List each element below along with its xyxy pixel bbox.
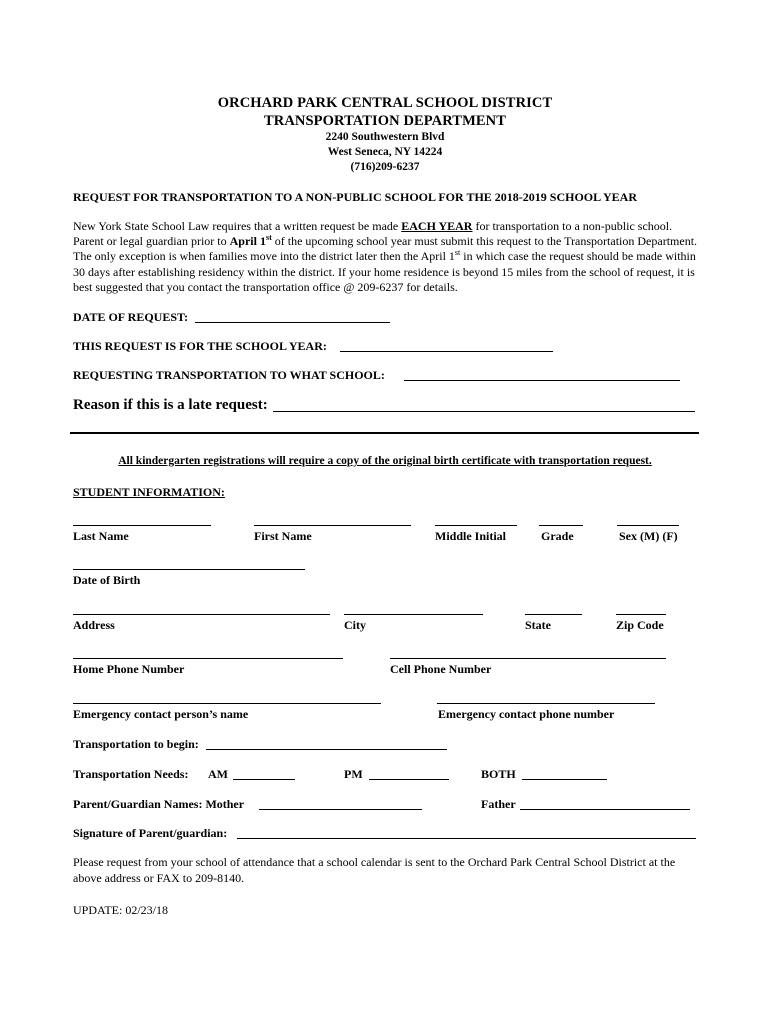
each-year-emphasis: EACH YEAR [401,219,473,233]
last-name-field[interactable] [73,525,211,526]
city-state-zip: West Seneca, NY 14224 [327,146,443,158]
father-field[interactable] [520,809,690,810]
am-label: AM [208,767,228,781]
both-field[interactable] [522,779,607,780]
intro-text-1: New York State School Law requires that a written request be made [73,219,402,233]
am-field[interactable] [233,779,295,780]
zip-field[interactable] [616,614,666,615]
cell-phone-label: Cell Phone Number [390,662,492,676]
late-reason-field[interactable] [273,411,695,412]
signature-label: Signature of Parent/guardian: [73,826,228,840]
date-of-request-field[interactable] [195,322,390,323]
sex-field[interactable] [617,525,679,526]
april-suffix-2: st [454,248,461,258]
cell-phone-field[interactable] [390,658,666,659]
transport-begin-label: Transportation to begin: [73,737,199,751]
zip-label: Zip Code [616,618,664,632]
state-label: State [525,618,551,632]
requesting-school-label: REQUESTING TRANSPORTATION TO WHAT SCHOOL: [73,368,385,382]
emergency-phone-field[interactable] [437,703,655,704]
april-deadline: April 1 [229,234,266,249]
city-field[interactable] [344,614,483,615]
first-name-field[interactable] [254,525,411,526]
date-of-request-label: DATE OF REQUEST: [73,310,189,324]
intro-paragraph [73,219,701,295]
dob-label: Date of Birth [73,573,141,587]
department-name: TRANSPORTATION DEPARTMENT [264,113,506,129]
intro-text-4: in which case the request should be made within 30 days after establishing residency within the district. If your home residence is beyond 15 miles from the school of request, it is best suggested that you contact the transportation office @ 209-6237 for details. [73,249,696,294]
transport-needs-label: Transportation Needs: [73,767,189,781]
home-phone-label: Home Phone Number [73,662,185,676]
mother-field[interactable] [259,809,422,810]
student-info-heading: STUDENT INFORMATION: [73,485,225,499]
dob-field[interactable] [73,569,305,570]
emergency-name-label: Emergency contact person’s name [73,707,249,721]
pm-label: PM [344,767,363,781]
signature-field[interactable] [237,838,696,839]
grade-label: Grade [541,529,574,543]
home-phone-field[interactable] [73,658,343,659]
last-name-label: Last Name [73,529,129,543]
city-label: City [344,618,366,632]
state-field[interactable] [525,614,582,615]
transport-begin-field[interactable] [206,749,447,750]
first-name-label: First Name [254,529,312,543]
kindergarten-note: All kindergarten registrations will require a copy of the original birth certificate with transportation request. [118,455,652,467]
middle-initial-field[interactable] [435,525,517,526]
form-title: REQUEST FOR TRANSPORTATION TO A NON-PUBLIC SCHOOL FOR THE 2018-2019 SCHOOL YEAR [73,190,638,204]
grade-field[interactable] [539,525,583,526]
requesting-school-field[interactable] [404,380,680,381]
father-label: Father [481,797,516,811]
emergency-name-field[interactable] [73,703,381,704]
mother-label: Parent/Guardian Names: Mother [73,797,245,811]
school-year-field[interactable] [340,351,553,352]
district-phone: (716)209-6237 [350,161,420,173]
street-address: 2240 Southwestern Blvd [325,131,445,143]
school-year-label: THIS REQUEST IS FOR THE SCHOOL YEAR: [73,339,327,353]
emergency-phone-label: Emergency contact phone number [438,707,615,721]
update-date: UPDATE: 02/23/18 [73,903,169,917]
district-name: ORCHARD PARK CENTRAL SCHOOL DISTRICT [217,95,553,111]
closing-instructions: Please request from your school of attendance that a school calendar is sent to the Orchard Park Central School District at the above address or FAX to 209-8140. [73,855,676,885]
middle-initial-label: Middle Initial [435,529,507,543]
late-reason-label: Reason if this is a late request: [73,397,268,413]
april-suffix: st [265,233,272,243]
intro-text-3: of the upcoming school year must submit this request to the Transportation Department. The only exception is when families move into the district later then the April 1 [73,234,698,264]
pm-field[interactable] [369,779,449,780]
address-label: Address [73,618,115,632]
address-field[interactable] [73,614,330,615]
section-divider [70,432,699,434]
sex-label: Sex (M) (F) [619,529,678,543]
intro-text-2: for transportation to a non-public school. Parent or legal guardian prior to [73,219,673,249]
both-label: BOTH [481,767,516,781]
